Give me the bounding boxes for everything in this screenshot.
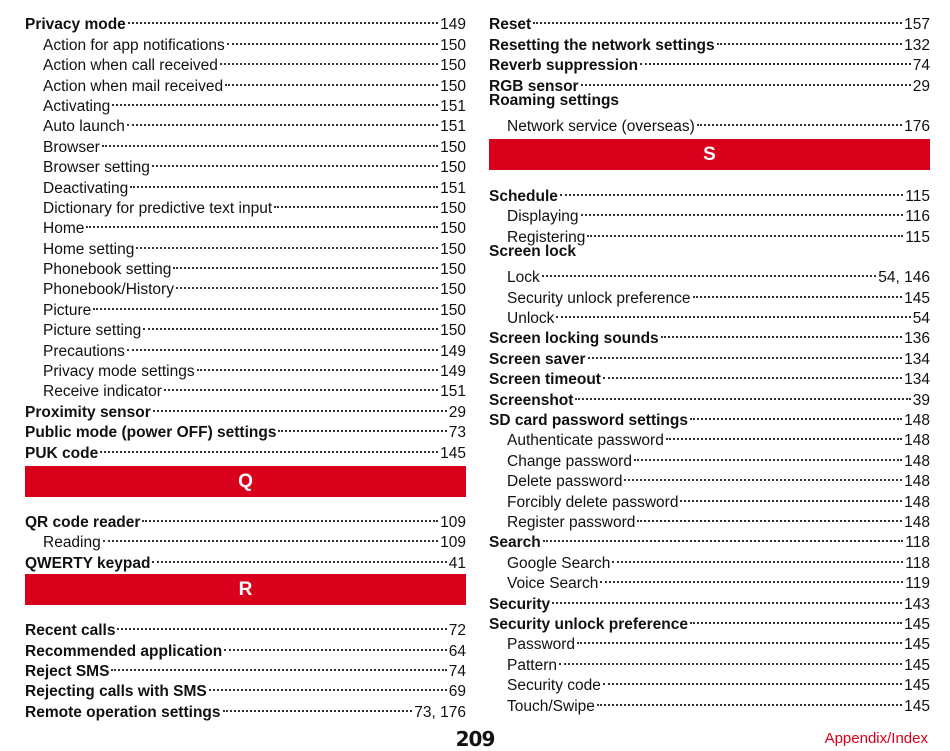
dot-leader [164,376,438,396]
dot-leader [637,507,902,527]
index-term: Home setting [43,240,135,258]
dot-leader [634,445,902,465]
page-reference: 151 [440,179,466,197]
page-number: 209 [455,727,495,751]
page-reference: 73, 176 [414,703,466,721]
index-term: Remote operation settings [25,703,221,721]
index-term: Reject SMS [25,662,110,680]
index-term: Reverb suppression [489,57,639,75]
index-term: Registering [507,228,586,246]
dot-leader [717,29,902,49]
index-term: Action when call received [43,57,218,75]
dot-leader [130,172,438,192]
dot-leader [227,29,438,49]
index-term: Auto launch [43,118,125,136]
index-term: Action for app notifications [43,36,225,54]
index-term: Picture [43,301,92,319]
dot-leader [136,233,438,253]
page-reference: 143 [904,595,930,613]
dot-leader [112,91,438,111]
page-reference: 41 [448,554,466,572]
page-reference: 148 [904,452,930,470]
index-entry [489,588,930,613]
page-reference: 145 [440,444,466,462]
dot-leader [552,588,902,608]
index-term: Screen saver [489,350,586,368]
dot-leader [600,568,903,588]
page-reference: 150 [440,36,466,54]
index-term: Google Search [507,554,611,572]
index-entry [489,323,930,348]
index-entry [489,91,930,111]
dot-leader [603,364,902,384]
index-term: Activating [43,97,111,115]
page-reference: 54, 146 [878,269,930,287]
dot-leader [176,274,438,294]
index-column-right [489,9,930,715]
index-term: Voice Search [507,575,599,593]
section-heading-s: S [489,139,930,170]
dot-leader [86,213,438,233]
index-term: PUK code [25,444,99,462]
page-reference: 157 [904,16,930,34]
index-entry [25,507,466,531]
section-label: Appendix/Index [824,730,928,747]
page-reference: 150 [440,301,466,319]
index-entry [25,9,466,34]
dot-leader [581,201,904,221]
dot-leader [152,547,446,567]
dot-leader [603,670,902,690]
page-reference: 145 [904,615,930,633]
page-reference: 150 [440,220,466,238]
page-reference: 74 [912,57,930,75]
index-term: Proximity sensor [25,403,151,421]
page-reference: 150 [440,281,466,299]
index-term: Home [43,220,85,238]
index-term: Search [489,534,541,552]
index-subentry [25,233,466,258]
dot-leader [680,486,902,506]
page-reference: 145 [904,677,930,695]
page-reference: 148 [904,412,930,430]
dot-leader [223,696,413,716]
page-reference: 150 [440,138,466,156]
page-reference: 64 [448,642,466,660]
page-reference: 118 [905,554,930,572]
page-reference: 29 [912,77,930,95]
page-reference: 109 [440,534,466,552]
index-term: QR code reader [25,513,141,531]
dot-leader [581,70,911,90]
index-term: Security code [507,677,601,695]
page-reference: 150 [440,77,466,95]
page-reference: 116 [905,208,930,226]
dot-leader [556,303,910,323]
index-term: Delete password [507,473,623,491]
dot-leader [274,193,438,213]
index-term: Dictionary for predictive text input [43,199,273,217]
page-reference: 148 [904,513,930,531]
dot-leader [640,50,911,70]
page-reference: 149 [440,363,466,381]
page-reference: 29 [448,403,466,421]
index-term: Screen timeout [489,371,601,389]
index-term: Screen lock [489,242,577,260]
index-term: Action when mail received [43,77,224,95]
section-heading-r: R [25,574,466,605]
index-term: Lock [507,269,540,287]
dot-leader [173,254,438,274]
index-term: Privacy mode settings [43,363,195,381]
page-reference: 115 [905,187,930,205]
dot-leader [560,180,903,200]
dot-leader [624,466,902,486]
index-term: Security unlock preference [489,615,688,633]
dot-leader [220,50,438,70]
index-term: Network service (overseas) [507,118,695,136]
page-reference: 148 [904,473,930,491]
page-reference: 150 [440,261,466,279]
page-reference: 118 [905,534,930,552]
page-reference: 145 [904,636,930,654]
page-reference: 148 [904,493,930,511]
index-term: Browser setting [43,159,150,177]
page-reference: 134 [904,371,930,389]
index-term: Deactivating [43,179,129,197]
index-term: Reset [489,16,532,34]
index-term: Phonebook/History [43,281,174,299]
dot-leader [225,70,438,90]
index-term: Change password [507,452,632,470]
page-reference: 73 [448,424,466,442]
index-entry [489,180,930,205]
page-reference: 72 [448,622,466,640]
page-reference: 150 [440,159,466,177]
page-reference: 148 [904,432,930,450]
page-reference: 134 [904,350,930,368]
dot-leader [103,527,438,547]
index-term: Forcibly delete password [507,493,679,511]
page-reference: 74 [448,662,466,680]
index-term: Recommended application [25,642,223,660]
page-reference: 136 [904,330,930,348]
dot-leader [127,111,438,131]
page-reference: 119 [905,575,930,593]
dot-leader [575,384,910,404]
index-term: Browser [43,138,100,156]
index-term: Roaming settings [489,91,620,109]
index-entry [489,527,930,552]
index-term: Displaying [507,208,579,226]
page-reference: 132 [904,36,930,54]
dot-leader [697,111,902,131]
dot-leader [152,152,438,172]
index-term: Recent calls [25,622,116,640]
index-term: QWERTY keypad [25,554,151,572]
index-subentry [489,282,930,307]
page-reference: 69 [448,683,466,701]
index-term: Reading [43,534,101,552]
index-subentry [489,262,930,287]
dot-leader [278,417,446,437]
page-reference: 151 [440,118,466,136]
page-reference: 149 [440,342,466,360]
dot-leader [93,294,438,314]
dot-leader [588,343,903,363]
index-term: Public mode (power OFF) settings [25,424,277,442]
dot-leader [693,282,903,302]
index-entry [489,29,930,54]
index-entry [489,242,930,262]
page-reference: 151 [440,383,466,401]
dot-leader [542,262,877,282]
index-term: Phonebook setting [43,261,172,279]
page-reference: 109 [440,513,466,531]
dot-leader [533,9,902,29]
page-reference: 54 [912,310,930,328]
dot-leader [587,221,903,241]
dot-leader [666,425,902,445]
index-term: SD card password settings [489,412,688,430]
index-term: Security [489,595,551,613]
page-reference: 150 [440,199,466,217]
index-term: Pattern [507,656,557,674]
index-subentry [25,213,466,238]
dot-leader [143,315,438,335]
dot-leader [153,396,447,416]
index-term: Password [507,636,576,654]
page-reference: 149 [440,16,466,34]
index-term: Screenshot [489,391,574,409]
dot-leader [224,635,447,655]
index-entry [489,609,930,633]
dot-leader [661,323,902,343]
index-term: Receive indicator [43,383,162,401]
page-reference: 150 [440,57,466,75]
index-term: Picture setting [43,322,142,340]
index-subentry [489,111,930,136]
dot-leader [111,656,446,676]
page-reference: 150 [440,240,466,258]
dot-leader [612,547,903,567]
index-term: Touch/Swipe [507,697,595,715]
page-reference: 39 [912,391,930,409]
dot-leader [209,676,447,696]
index-term: Rejecting calls with SMS [25,683,207,701]
page-reference: 150 [440,322,466,340]
dot-leader [197,356,439,376]
dot-leader [102,131,438,151]
index-term: RGB sensor [489,77,579,95]
dot-leader [142,507,438,527]
dot-leader [690,609,902,629]
page-reference: 145 [904,697,930,715]
index-entry [25,615,466,640]
dot-leader [690,405,902,425]
index-column-left [25,9,466,721]
dot-leader [559,649,902,669]
page-reference: 145 [904,289,930,307]
index-term: Precautions [43,342,125,360]
index-term: Schedule [489,187,558,205]
index-term: Authenticate password [507,432,664,450]
index-term: Screen locking sounds [489,330,659,348]
dot-leader [117,615,446,635]
page-reference: 115 [905,228,930,246]
page-reference: 176 [904,118,930,136]
dot-leader [127,335,438,355]
dot-leader [100,437,438,457]
index-subentry [489,547,930,572]
dot-leader [577,629,902,649]
index-term: Security unlock preference [507,289,691,307]
index-term: Register password [507,513,636,531]
dot-leader [543,527,904,547]
index-term: Unlock [507,310,555,328]
page-reference: 145 [904,656,930,674]
page-reference: 151 [440,97,466,115]
dot-leader [128,9,438,29]
section-heading-q: Q [25,466,466,497]
dot-leader [597,690,902,710]
index-term: Privacy mode [25,16,126,34]
index-term: Resetting the network settings [489,36,715,54]
index-entry [489,9,930,34]
